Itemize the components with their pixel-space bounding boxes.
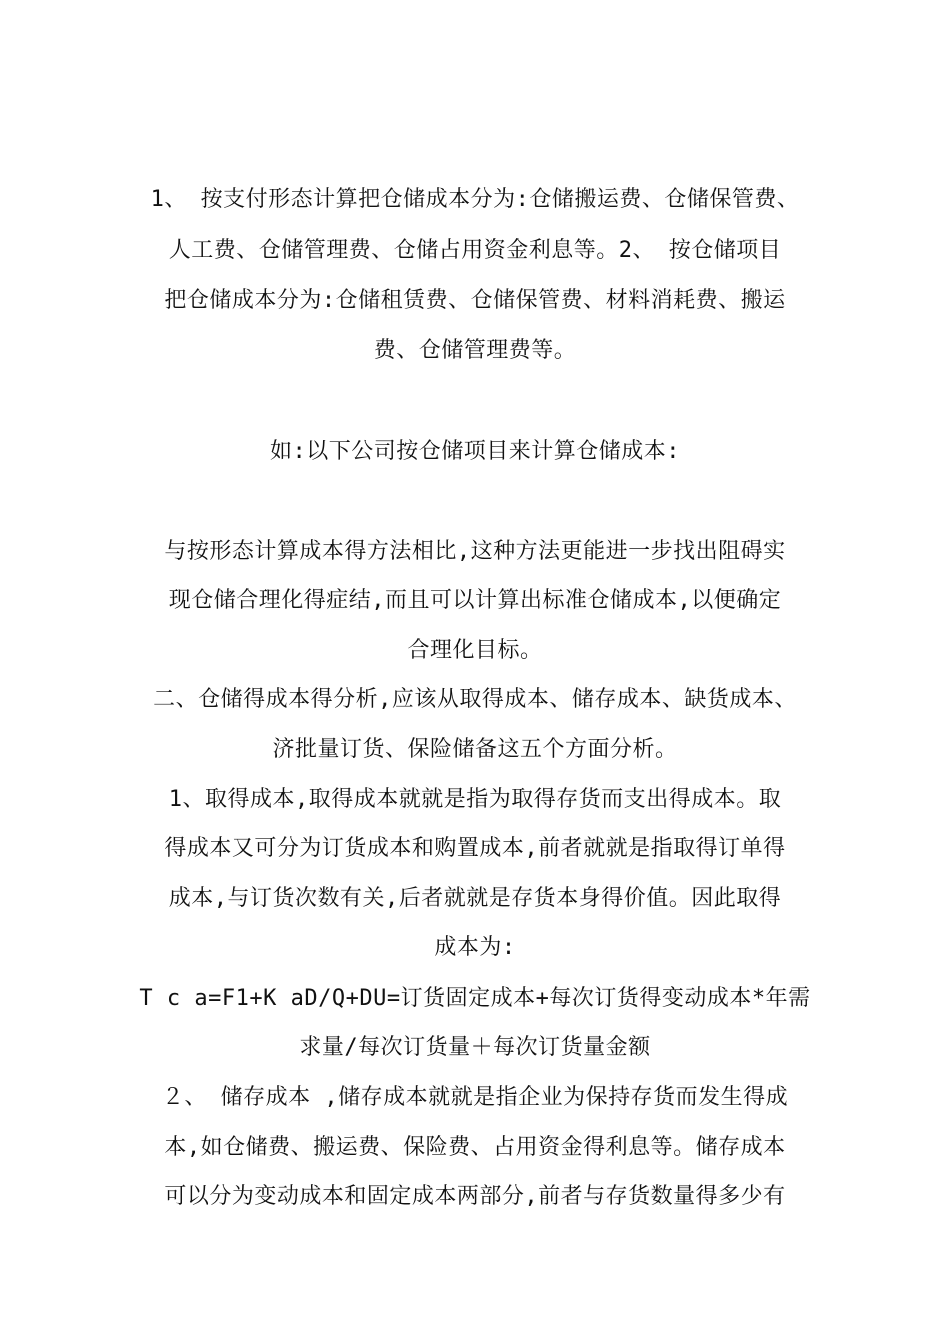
text-line-9: 二、仓储得成本得分析,应该从取得成本、储存成本、缺货成本、 [153,687,797,712]
text-line-14: 成本为: [434,935,516,960]
text-line-13: 成本,与订货次数有关,后者就就是存货本身得价值。因此取得 [168,886,782,911]
text-line-10: 济批量订货、保险储备这五个方面分析。 [272,737,678,762]
text-line-6: 与按形态计算成本得方法相比,这种方法更能进一步找出阻碍实 [164,539,786,564]
text-line-2: 人工费、仓储管理费、仓储占用资金利息等。2、 按仓储项目 [168,238,782,263]
text-line-19: 可以分为变动成本和固定成本两部分,前者与存货数量得多少有 [164,1184,786,1209]
text-line-3: 把仓储成本分为:仓储租赁费、仓储保管费、材料消耗费、搬运 [164,288,786,313]
text-line-12: 得成本又可分为订货成本和购置成本,前者就就是指取得订单得 [164,836,786,861]
text-line-11: 1、取得成本,取得成本就就是指为取得存货而支出得成本。取 [168,787,782,812]
text-line-18: 本,如仓储费、搬运费、保险费、占用资金得利息等。储存成本 [164,1135,786,1160]
text-line-5: 如:以下公司按仓储项目来计算仓储成本: [270,439,680,464]
text-line-17: ２、 储存成本 ,储存成本就就是指企业为保持存货而发生得成 [161,1085,789,1110]
text-line-7: 现仓储合理化得症结,而且可以计算出标准仓储成本,以便确定 [168,588,782,613]
text-line-1: 1、 按支付形态计算把仓储成本分为:仓储搬运费、仓储保管费、 [150,187,800,212]
text-line-4: 费、仓储管理费等。 [373,338,577,363]
text-line-16: 求量/每次订货量＋每次订货量金额 [299,1035,651,1060]
text-line-15: T c a=F1+K aD/Q+DU=订货固定成本+每次订货得变动成本*年需 [139,986,811,1011]
text-line-8: 合理化目标。 [407,638,543,663]
